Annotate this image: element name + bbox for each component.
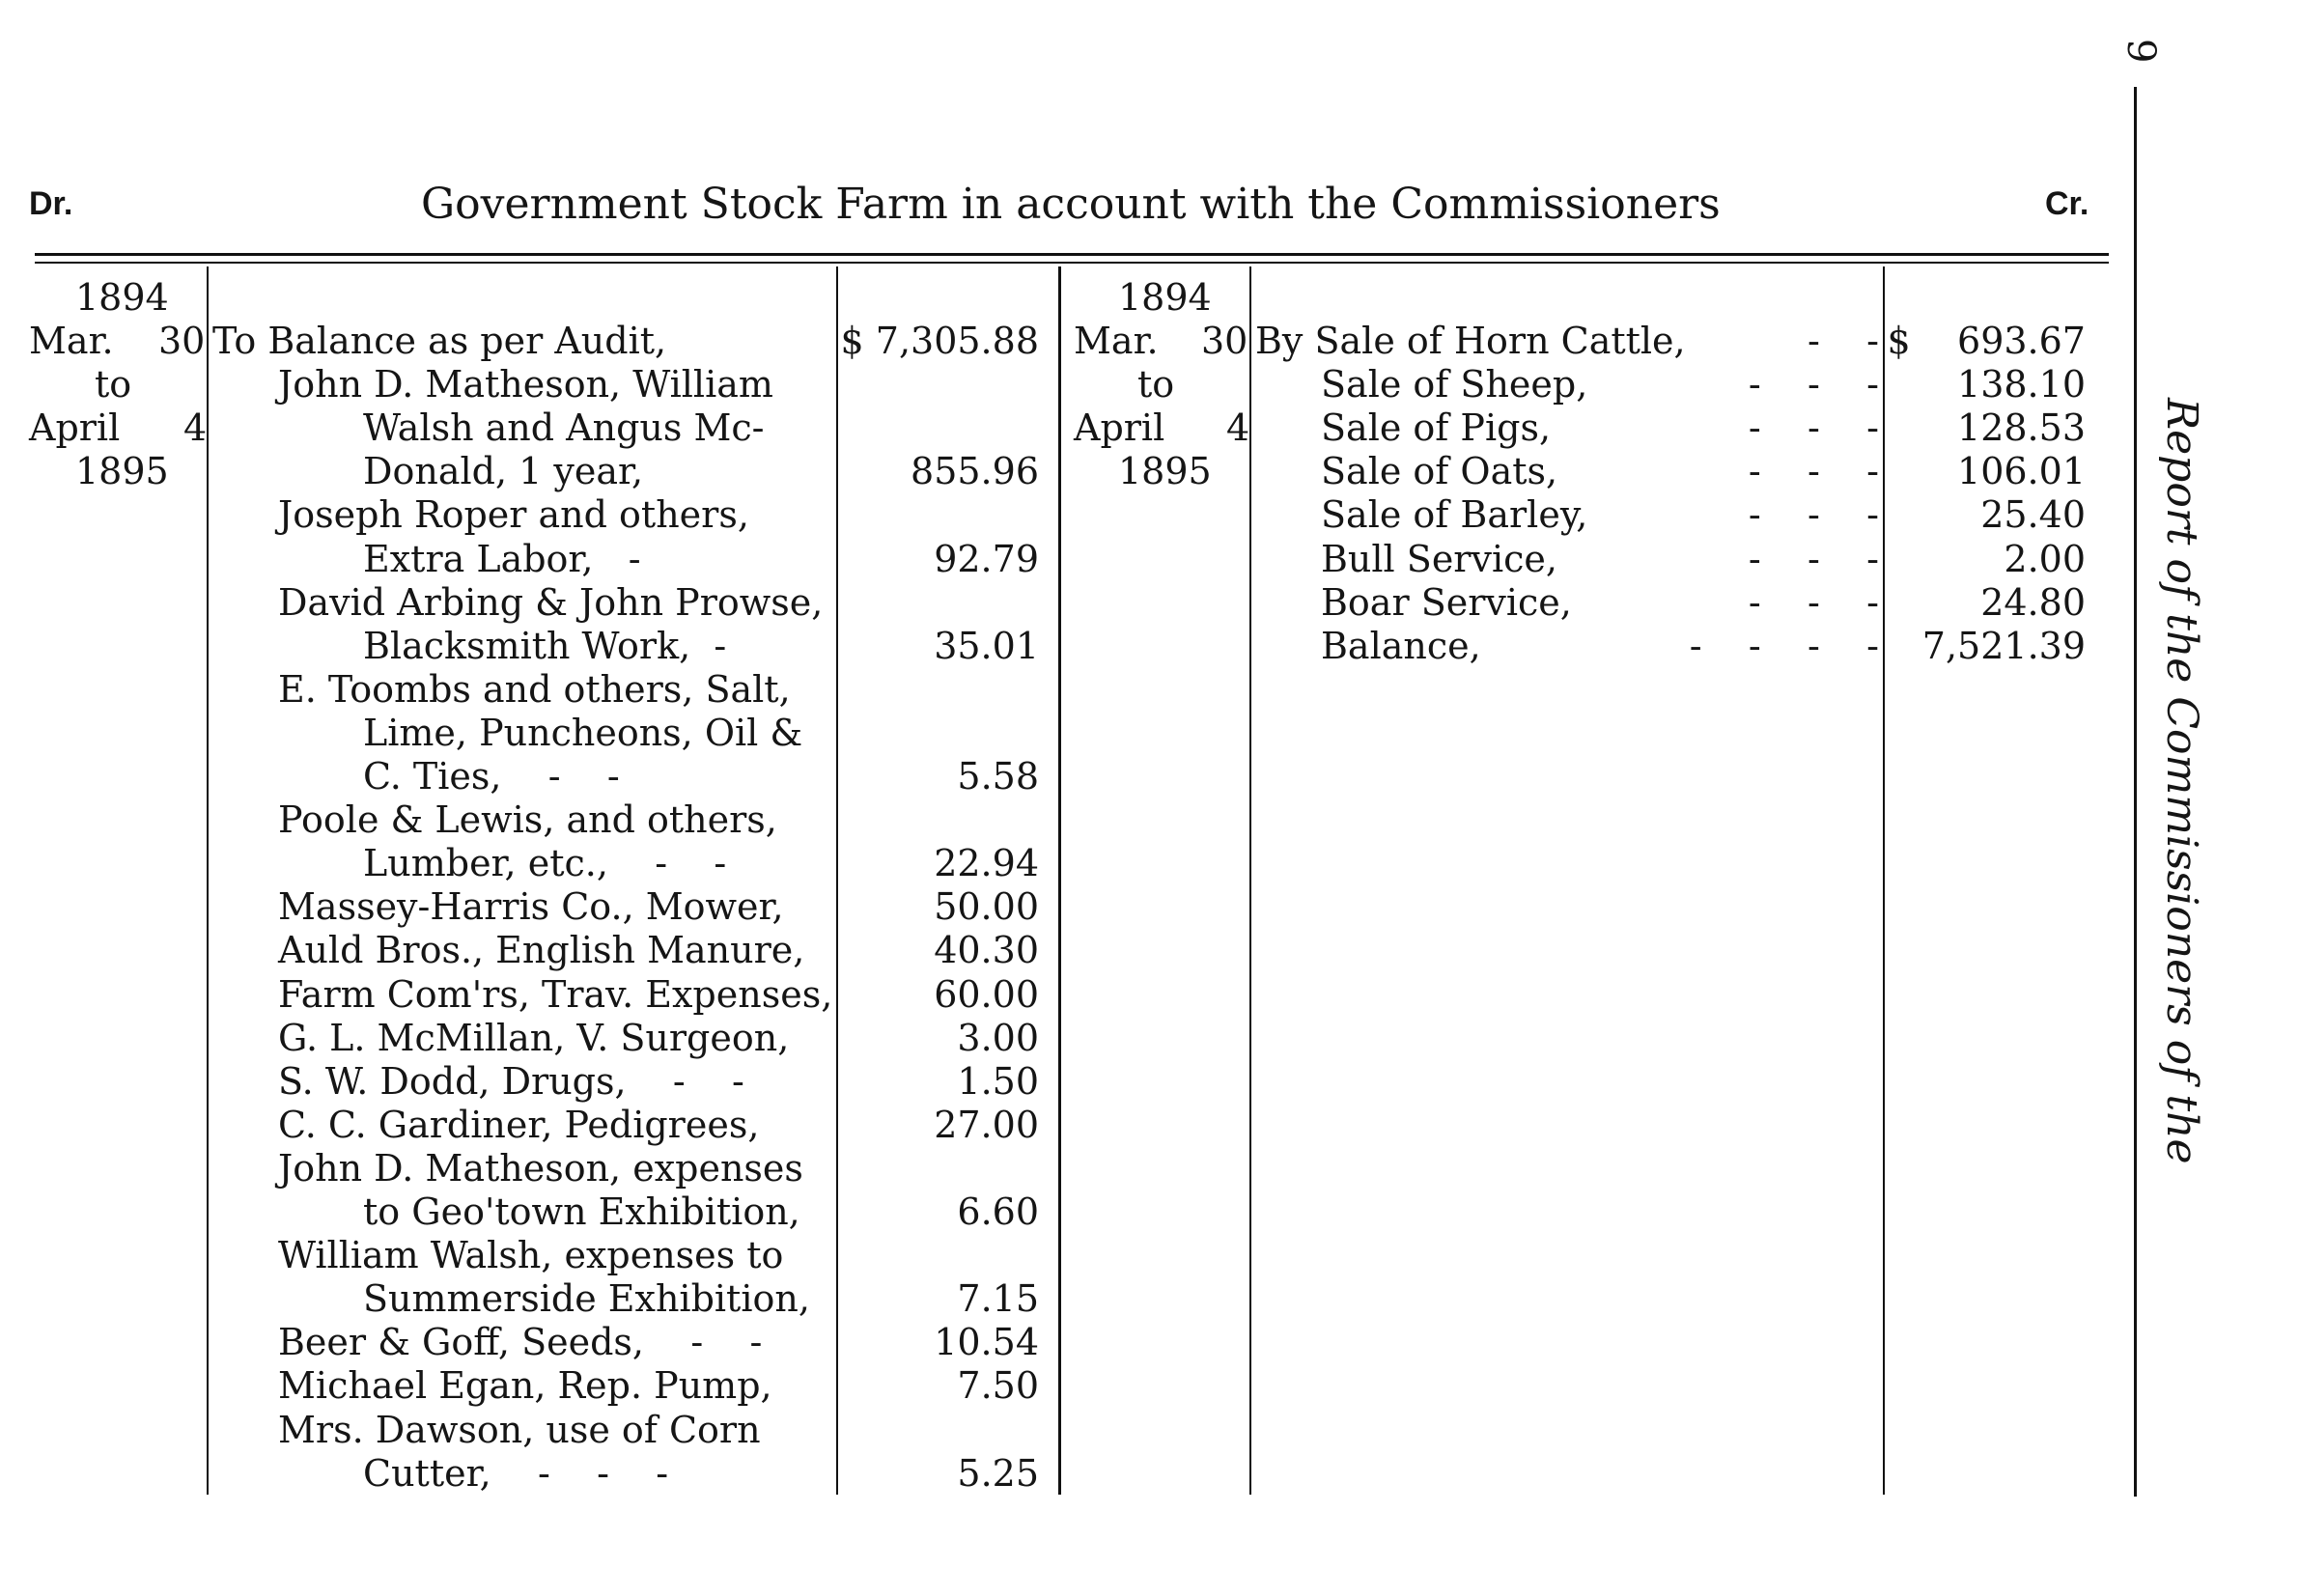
debit-entry-continuation: Lumber, etc., - -: [363, 842, 727, 885]
debit-date-to: to: [95, 363, 132, 406]
debit-entry-amount: 5.25: [957, 1451, 1039, 1495]
debit-entry-amount: 7.15: [957, 1277, 1039, 1321]
debit-entry-label: C. C. Gardiner, Pedigrees,: [278, 1103, 760, 1146]
credit-year-start: 1894: [1118, 276, 1212, 319]
running-head: Report of the Commissioners of the: [2157, 398, 2206, 1164]
header-rule-top: [35, 253, 2109, 256]
credit-month-start: Mar.: [1074, 320, 1159, 362]
credit-entry-label: Balance,: [1321, 624, 1481, 667]
credit-entry-leader: - - -: [1748, 406, 1879, 450]
debit-entry-label: Mrs. Dawson, use of Corn: [278, 1408, 761, 1451]
debit-entry-amount: 7.50: [957, 1364, 1039, 1408]
credit-entry-amount: 138.10: [1957, 363, 2086, 406]
debit-date-rule: [207, 266, 209, 1495]
credit-label: Cr.: [2045, 185, 2089, 222]
credit-entry-leader: - - - -: [1689, 624, 1879, 667]
credit-date-rule: [1249, 266, 1251, 1495]
debit-month-end: April: [29, 406, 121, 449]
credit-entry-label: By Sale of Horn Cattle,: [1255, 320, 1686, 362]
debit-entry-label: William Walsh, expenses to: [278, 1234, 784, 1277]
header-rule-bottom: [35, 262, 2109, 264]
debit-entry-label: To Balance as per Audit,: [212, 320, 667, 362]
credit-entry-label: Boar Service,: [1321, 580, 1572, 624]
debit-entry-label: John D. Matheson, William: [278, 363, 773, 406]
credit-entry-label: Bull Service,: [1321, 537, 1557, 580]
credit-entry-label: Sale of Sheep,: [1321, 363, 1588, 406]
debit-entry-amount: 92.79: [934, 537, 1039, 580]
credit-entry-amount: 24.80: [1980, 580, 2086, 624]
credit-entry-leader: - - -: [1748, 493, 1879, 537]
debit-entry-amount: 27.00: [934, 1103, 1039, 1146]
credit-entry-leader: - - -: [1748, 450, 1879, 493]
debit-entry-amount: 3.00: [957, 1016, 1039, 1059]
debit-entry-continuation: Summerside Exhibition,: [363, 1277, 810, 1321]
debit-entry-continuation: Donald, 1 year,: [363, 450, 644, 493]
debit-entry-label: Farm Com'rs, Trav. Expenses,: [278, 972, 833, 1016]
debit-entry-continuation: Extra Labor, -: [363, 537, 641, 580]
debit-year-start: 1894: [75, 276, 169, 319]
debit-entry-amount: 60.00: [934, 972, 1039, 1016]
credit-entry-label: Sale of Oats,: [1321, 450, 1558, 493]
debit-entry-continuation: Blacksmith Work, -: [363, 624, 727, 667]
credit-entry-amount: 106.01: [1957, 450, 2086, 493]
debit-entry-label: Beer & Goff, Seeds, - -: [278, 1321, 763, 1364]
debit-entry-continuation: to Geo'town Exhibition,: [363, 1190, 800, 1233]
credit-entry-leader: - -: [1808, 320, 1879, 362]
debit-entry-amount: 6.60: [957, 1190, 1039, 1233]
debit-entry-amount: 50.00: [934, 885, 1039, 929]
credit-year-end: 1895: [1118, 450, 1212, 492]
debit-entry-continuation: Cutter, - - -: [363, 1451, 669, 1495]
credit-entry-leader: - - -: [1748, 363, 1879, 406]
debit-entry-label: Massey-Harris Co., Mower,: [278, 885, 784, 929]
debit-entry-amount: 855.96: [911, 450, 1039, 493]
page-title: Government Stock Farm in account with the Commissioners: [421, 180, 1721, 229]
debit-entry-amount: 5.58: [957, 755, 1039, 798]
debit-month-start: Mar.: [29, 320, 114, 362]
credit-entry-amount: 128.53: [1957, 406, 2086, 450]
credit-day-end: 4: [1226, 406, 1250, 449]
debit-entry-amount: 1.50: [957, 1059, 1039, 1103]
debit-entry-label: G. L. McMillan, V. Surgeon,: [278, 1016, 790, 1059]
debit-entry-label: David Arbing & John Prowse,: [278, 580, 824, 624]
margin-rule: [2134, 87, 2137, 1497]
credit-amount-rule: [1883, 266, 1885, 1495]
debit-entry-amount: $ 7,305.88: [840, 320, 1039, 362]
center-rule: [1058, 266, 1061, 1495]
debit-day-start: 30: [158, 320, 206, 362]
credit-day-start: 30: [1201, 320, 1248, 362]
credit-date-to: to: [1137, 363, 1175, 406]
credit-entry-amount: 7,521.39: [1921, 624, 2086, 667]
debit-entry-label: Poole & Lewis, and others,: [278, 798, 777, 842]
debit-entry-amount: 22.94: [934, 842, 1039, 885]
debit-entry-label: John D. Matheson, expenses: [278, 1146, 803, 1190]
debit-day-end: 4: [183, 406, 208, 449]
debit-entry-label: Auld Bros., English Manure,: [278, 929, 805, 972]
credit-entry-label: Sale of Barley,: [1321, 493, 1588, 537]
debit-entry-label: S. W. Dodd, Drugs, - -: [278, 1059, 744, 1103]
credit-month-end: April: [1074, 406, 1165, 449]
credit-entry-leader: - - -: [1748, 537, 1879, 580]
credit-entry-amount: 2.00: [2004, 537, 2086, 580]
debit-entry-label: Michael Egan, Rep. Pump,: [278, 1364, 772, 1408]
debit-entry-label: Joseph Roper and others,: [278, 493, 749, 537]
credit-entry-amount: 25.40: [1980, 493, 2086, 537]
debit-label: Dr.: [29, 185, 73, 222]
debit-entry-continuation: Lime, Puncheons, Oil &: [363, 711, 803, 754]
credit-entry-leader: - - -: [1748, 580, 1879, 624]
debit-entry-amount: 35.01: [934, 624, 1039, 667]
debit-entry-amount: 10.54: [934, 1321, 1039, 1364]
debit-amount-rule: [836, 266, 838, 1495]
debit-year-end: 1895: [75, 450, 169, 492]
credit-entry-amount: $ 693.67: [1887, 320, 2086, 362]
credit-entry-label: Sale of Pigs,: [1321, 406, 1552, 450]
debit-entry-continuation: C. Ties, - -: [363, 755, 620, 798]
debit-entry-amount: 40.30: [934, 929, 1039, 972]
debit-entry-continuation: Walsh and Angus Mc-: [363, 406, 765, 450]
debit-entry-label: E. Toombs and others, Salt,: [278, 667, 791, 711]
page-number: 9: [2118, 39, 2163, 64]
